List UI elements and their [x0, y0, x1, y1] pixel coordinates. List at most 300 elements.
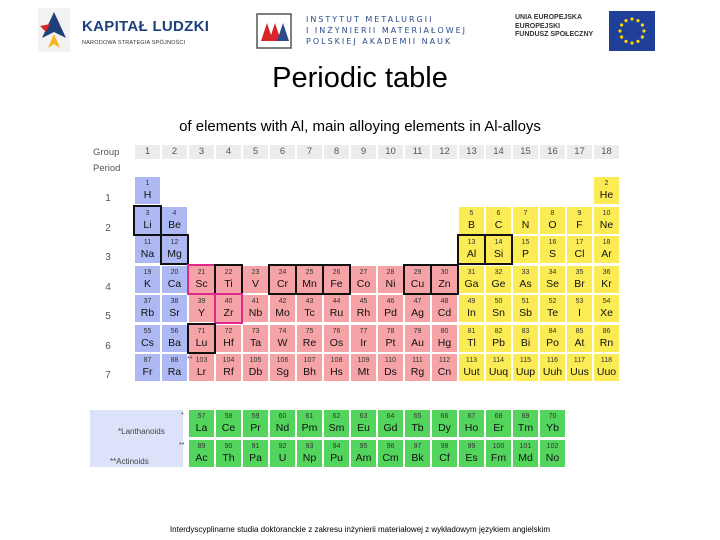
atomic-number: 66: [440, 413, 449, 420]
atomic-number: 28: [386, 268, 395, 276]
institute-line-3: POLSKIEJ AKADEMII NAUK: [306, 37, 453, 46]
element-symbol: Ta: [249, 336, 262, 349]
element-symbol: Ni: [385, 277, 396, 290]
element-symbol: Zn: [438, 277, 451, 290]
atomic-number: 82: [494, 327, 503, 335]
element-symbol: Ho: [464, 422, 479, 434]
element-cell: [567, 295, 592, 322]
page-title: Periodic table: [272, 62, 448, 94]
element-cell: [135, 354, 160, 381]
atomic-number: 83: [521, 327, 530, 335]
atomic-number: 39: [197, 298, 206, 305]
element-symbol: Ag: [411, 307, 424, 319]
element-cell: [297, 354, 322, 381]
atomic-number: 24: [278, 268, 287, 276]
element-cell: [378, 354, 403, 381]
atomic-number: 43: [305, 298, 314, 305]
element-cell: [594, 266, 619, 293]
element-cell: [432, 266, 457, 293]
element-symbol: Pd: [384, 307, 397, 319]
atomic-number: 118: [600, 357, 613, 364]
element-symbol: Br: [574, 277, 585, 290]
group-number: 11: [405, 145, 430, 159]
element-cell: [405, 410, 430, 437]
element-cell: [324, 295, 349, 322]
element-cell: [189, 266, 214, 293]
element-symbol: Tl: [467, 336, 476, 349]
element-cell: [459, 236, 484, 263]
element-cell: [486, 440, 511, 467]
atomic-number: 13: [467, 239, 476, 246]
element-cell: [189, 440, 214, 467]
element-cell: [405, 440, 430, 467]
atomic-number: 38: [170, 298, 179, 305]
atomic-number: 73: [251, 327, 260, 335]
element-cell: [216, 295, 241, 322]
element-symbol: Cs: [141, 336, 154, 349]
atomic-number: 80: [440, 327, 449, 335]
atomic-number: 56: [170, 327, 179, 335]
element-symbol: Co: [356, 277, 371, 290]
element-symbol: Ne: [599, 218, 614, 231]
atomic-number: 97: [413, 443, 422, 450]
element-cell: [297, 325, 322, 352]
element-cell: [135, 207, 160, 234]
atomic-number: 78: [386, 327, 395, 335]
element-cell: [135, 325, 160, 352]
element-symbol: Fr: [142, 366, 153, 378]
group-number: 12: [432, 145, 457, 159]
element-symbol: S: [548, 248, 556, 260]
element-symbol: Fm: [490, 452, 507, 464]
element-symbol: Sn: [492, 307, 505, 319]
atomic-number: 6: [496, 209, 501, 217]
element-symbol: Sb: [519, 307, 532, 319]
element-symbol: Pb: [492, 336, 505, 349]
atomic-number: 15: [521, 239, 530, 246]
atomic-number: 33: [521, 268, 530, 276]
group-number: 13: [459, 145, 484, 159]
element-symbol: Ru: [329, 307, 344, 319]
element-cell: [216, 325, 241, 352]
element-cell: [243, 325, 268, 352]
footer-text: Interdyscyplinarne studia doktoranckie z zakresu inżynierii materiałowej z wykładowym językiem angielskim: [169, 525, 551, 534]
element-cell: [162, 295, 187, 322]
element-cell: [162, 325, 187, 352]
atomic-number: 35: [575, 268, 584, 276]
atomic-number: 112: [438, 357, 451, 364]
element-symbol: Se: [546, 277, 559, 290]
element-symbol: Fe: [330, 277, 343, 290]
atomic-number: 14: [494, 239, 503, 246]
element-cell: [405, 295, 430, 322]
atomic-number: 2: [604, 180, 609, 187]
lanthanoid-row-marker: *: [181, 412, 184, 419]
element-symbol: Uut: [463, 366, 480, 378]
atomic-number: 51: [521, 298, 530, 305]
element-cell: [135, 266, 160, 293]
element-symbol: Ce: [221, 422, 236, 434]
atomic-number: 63: [359, 413, 368, 420]
element-cell: [162, 207, 187, 234]
atomic-number: 60: [278, 413, 287, 420]
element-symbol: No: [545, 452, 560, 464]
element-symbol: Cn: [437, 366, 452, 378]
atomic-number: 94: [332, 443, 341, 450]
element-cell: [135, 177, 160, 204]
actinoid-row-marker: **: [179, 442, 185, 449]
element-cell: [216, 440, 241, 467]
atomic-number: 57: [197, 413, 206, 420]
atomic-number: 54: [602, 298, 611, 305]
atomic-number: 45: [359, 298, 368, 305]
element-cell: [243, 440, 268, 467]
group-number: 6: [270, 145, 295, 159]
element-cell: [351, 440, 376, 467]
atomic-number: 62: [332, 413, 341, 420]
group-number: 4: [216, 145, 241, 159]
element-symbol: Cm: [382, 452, 399, 464]
element-cell: [324, 440, 349, 467]
atomic-number: 11: [143, 239, 152, 246]
atomic-number: 107: [303, 357, 316, 364]
period-number: 3: [105, 252, 111, 263]
atomic-number: 26: [332, 268, 341, 276]
element-cell: [540, 325, 565, 352]
element-cell: [486, 207, 511, 234]
atomic-number: 3: [145, 209, 150, 217]
element-symbol: Yb: [546, 422, 559, 434]
group-number: 3: [189, 145, 214, 159]
element-cell: [216, 354, 241, 381]
element-symbol: Gd: [383, 422, 398, 434]
element-cell: [432, 440, 457, 467]
atomic-number: 95: [359, 443, 368, 450]
element-cell: [513, 325, 538, 352]
atomic-number: 79: [413, 327, 422, 335]
element-symbol: U: [278, 452, 287, 464]
element-cell: [594, 236, 619, 263]
element-symbol: Uus: [570, 366, 589, 378]
atomic-number: 114: [492, 357, 505, 364]
element-symbol: Mt: [357, 366, 370, 378]
atomic-number: 105: [249, 357, 262, 364]
element-cell: [513, 410, 538, 437]
element-symbol: In: [467, 307, 476, 319]
atomic-number: 7: [523, 209, 528, 217]
element-symbol: Ti: [224, 277, 233, 290]
atomic-number: 58: [224, 413, 233, 420]
atomic-number: 110: [384, 357, 397, 364]
element-symbol: He: [599, 189, 614, 201]
atomic-number: 25: [305, 268, 314, 276]
group-number: 5: [243, 145, 268, 159]
element-symbol: Ra: [167, 366, 182, 378]
element-symbol: La: [195, 422, 208, 434]
element-symbol: H: [143, 189, 152, 201]
element-symbol: Al: [466, 248, 477, 260]
atomic-number: 34: [548, 268, 557, 276]
element-cell: [162, 266, 187, 293]
atomic-number: 77: [359, 327, 368, 335]
atomic-number: 32: [494, 268, 503, 276]
element-symbol: Pm: [301, 422, 318, 434]
element-symbol: Hg: [437, 336, 452, 349]
element-symbol: Pa: [249, 452, 262, 464]
element-cell: [135, 295, 160, 322]
atomic-number: 109: [357, 357, 370, 364]
atomic-number: 23: [251, 268, 260, 276]
element-cell: [513, 295, 538, 322]
element-cell: [459, 440, 484, 467]
element-cell: [540, 410, 565, 437]
element-cell: [243, 410, 268, 437]
element-cell: [405, 266, 430, 293]
element-cell: [486, 354, 511, 381]
element-symbol: Au: [411, 336, 424, 349]
element-symbol: Na: [140, 248, 155, 260]
element-symbol: Mn: [302, 277, 317, 290]
element-symbol: Uup: [515, 366, 536, 378]
atomic-number: 70: [548, 413, 557, 420]
element-symbol: Si: [493, 248, 504, 260]
element-symbol: Ir: [360, 336, 367, 349]
atomic-number: 85: [575, 327, 584, 335]
element-cell: [378, 266, 403, 293]
element-cell: [486, 325, 511, 352]
element-symbol: Rh: [356, 307, 371, 319]
element-symbol: Sc: [195, 277, 208, 290]
atomic-number: 53: [575, 298, 584, 305]
element-symbol: Bi: [520, 336, 531, 349]
atomic-number: 100: [492, 443, 505, 450]
atomic-number: 99: [467, 443, 476, 450]
atomic-number: 75: [305, 327, 314, 335]
element-symbol: W: [277, 336, 288, 349]
atomic-number: 89: [197, 443, 206, 450]
element-symbol: Sr: [169, 307, 180, 319]
element-cell: [594, 177, 619, 204]
element-cell: [297, 295, 322, 322]
element-cell: [432, 325, 457, 352]
element-cell: [513, 207, 538, 234]
group-number: 10: [378, 145, 403, 159]
element-cell: [567, 325, 592, 352]
element-symbol: Ge: [491, 277, 506, 290]
atomic-number: 93: [305, 443, 314, 450]
kapital-ludzki-subtitle: NARODOWA STRATEGIA SPÓJNOŚCI: [82, 40, 186, 46]
element-symbol: Os: [329, 336, 344, 349]
element-cell: [270, 325, 295, 352]
atomic-number: 74: [278, 327, 287, 335]
atomic-number: 104: [222, 357, 235, 364]
atomic-number: 52: [548, 298, 557, 305]
atomic-number: 113: [465, 357, 478, 364]
element-symbol: Cl: [574, 248, 585, 260]
element-cell: [351, 410, 376, 437]
element-cell: [432, 295, 457, 322]
element-cell: [540, 207, 565, 234]
element-cell: [594, 354, 619, 381]
element-cell: [486, 295, 511, 322]
element-symbol: Tm: [517, 422, 534, 434]
element-cell: [243, 295, 268, 322]
element-symbol: Te: [546, 307, 559, 319]
element-cell: [270, 440, 295, 467]
element-symbol: B: [467, 218, 475, 231]
element-cell: [378, 325, 403, 352]
atomic-number: 69: [521, 413, 530, 420]
element-symbol: Lr: [196, 366, 207, 378]
element-cell: [567, 236, 592, 263]
atomic-number: 36: [602, 268, 611, 276]
group-number: 17: [567, 145, 592, 159]
atomic-number: 29: [413, 268, 422, 276]
group-number: 9: [351, 145, 376, 159]
element-symbol: Zr: [223, 307, 234, 319]
element-symbol: Cd: [437, 307, 452, 319]
element-symbol: Tc: [304, 307, 315, 319]
element-symbol: At: [574, 336, 585, 349]
element-symbol: Np: [302, 452, 317, 464]
group-number: 2: [162, 145, 187, 159]
element-cell: [270, 295, 295, 322]
element-cell: [459, 354, 484, 381]
element-symbol: Nb: [248, 307, 263, 319]
element-cell: [270, 266, 295, 293]
group-number: 18: [594, 145, 619, 159]
element-symbol: Ga: [464, 277, 479, 290]
eu-line-3: FUNDUSZ SPOŁECZNY: [515, 31, 594, 38]
actinoids-label: **Actinoids: [110, 457, 149, 466]
element-cell: [270, 410, 295, 437]
element-cell: [162, 354, 187, 381]
atomic-number: 46: [386, 298, 395, 305]
element-symbol: Xe: [600, 307, 613, 319]
atomic-number: 19: [143, 268, 152, 276]
element-symbol: Pr: [250, 422, 261, 434]
atomic-number: 92: [278, 443, 287, 450]
element-symbol: Hf: [223, 336, 234, 349]
actinoid-marker: **: [187, 356, 193, 363]
element-symbol: Cr: [276, 277, 289, 290]
atomic-number: 111: [412, 357, 423, 364]
element-cell: [378, 410, 403, 437]
element-symbol: I: [578, 307, 581, 319]
atomic-number: 5: [469, 209, 474, 217]
element-cell: [567, 266, 592, 293]
element-cell: [459, 295, 484, 322]
atomic-number: 47: [413, 298, 422, 305]
element-symbol: P: [521, 248, 529, 260]
atomic-number: 18: [602, 239, 611, 246]
element-cell: [594, 207, 619, 234]
element-symbol: K: [143, 277, 151, 290]
element-symbol: Mg: [167, 248, 182, 260]
element-symbol: Am: [355, 452, 372, 464]
element-symbol: Nd: [275, 422, 290, 434]
atomic-number: 72: [224, 327, 233, 335]
element-symbol: Bh: [303, 366, 316, 378]
element-cell: [594, 295, 619, 322]
element-symbol: Pt: [385, 336, 396, 349]
element-cell: [594, 325, 619, 352]
institute-line-2: I INŻYNIERII MATERIAŁOWEJ: [306, 26, 468, 35]
group-number: 14: [486, 145, 511, 159]
element-symbol: Uuq: [488, 366, 509, 378]
atomic-number: 115: [519, 357, 532, 364]
element-cell: [216, 410, 241, 437]
atomic-number: 37: [143, 298, 152, 305]
element-cell: [324, 266, 349, 293]
period-number: 6: [105, 340, 111, 352]
atomic-number: 90: [224, 443, 233, 450]
group-number: 16: [540, 145, 565, 159]
atomic-number: 40: [224, 298, 233, 305]
period-number: 5: [105, 311, 111, 322]
element-cell: [351, 354, 376, 381]
element-cell: [189, 410, 214, 437]
element-symbol: Bk: [411, 452, 424, 464]
element-cell: [270, 354, 295, 381]
element-symbol: Th: [222, 452, 235, 464]
atomic-number: 8: [550, 209, 555, 217]
element-symbol: Ds: [384, 366, 397, 378]
element-symbol: Sg: [276, 366, 289, 378]
element-symbol: Cf: [439, 452, 450, 464]
element-cell: [351, 266, 376, 293]
element-symbol: Uuh: [542, 366, 563, 378]
page-subtitle: of elements with Al, main alloying elements in Al-alloys: [179, 118, 541, 135]
element-symbol: Ca: [167, 277, 182, 290]
lanthanoids-label: *Lanthanoids: [118, 427, 165, 436]
atomic-number: 55: [143, 327, 152, 335]
element-symbol: As: [519, 277, 532, 290]
group-label: Group: [93, 147, 120, 158]
element-cell: [540, 354, 565, 381]
element-symbol: Hs: [330, 366, 343, 378]
element-cell: [513, 440, 538, 467]
element-cell: [432, 354, 457, 381]
atomic-number: 16: [548, 239, 557, 246]
element-symbol: C: [494, 218, 503, 231]
element-cell: [135, 236, 160, 263]
atomic-number: 30: [440, 268, 449, 276]
element-cell: [540, 236, 565, 263]
element-symbol: N: [521, 218, 530, 231]
element-cell: [432, 410, 457, 437]
element-cell: [459, 410, 484, 437]
element-symbol: Tb: [411, 422, 424, 434]
element-cell: [405, 325, 430, 352]
atomic-number: 76: [332, 327, 341, 335]
atomic-number: 59: [251, 413, 260, 420]
atomic-number: 87: [143, 357, 152, 364]
eu-line-2: EUROPEJSKI: [515, 22, 561, 30]
atomic-number: 12: [170, 239, 179, 246]
period-number: 7: [105, 370, 111, 381]
element-cell: [324, 325, 349, 352]
atomic-number: 117: [573, 357, 586, 364]
atomic-number: 86: [602, 327, 611, 335]
eu-line-1: UNIA EUROPEJSKA: [515, 14, 583, 21]
atomic-number: 67: [467, 413, 476, 420]
element-symbol: O: [548, 218, 557, 231]
atomic-number: 20: [170, 268, 179, 276]
atomic-number: 64: [386, 413, 395, 420]
element-symbol: Re: [302, 336, 317, 349]
element-cell: [243, 266, 268, 293]
